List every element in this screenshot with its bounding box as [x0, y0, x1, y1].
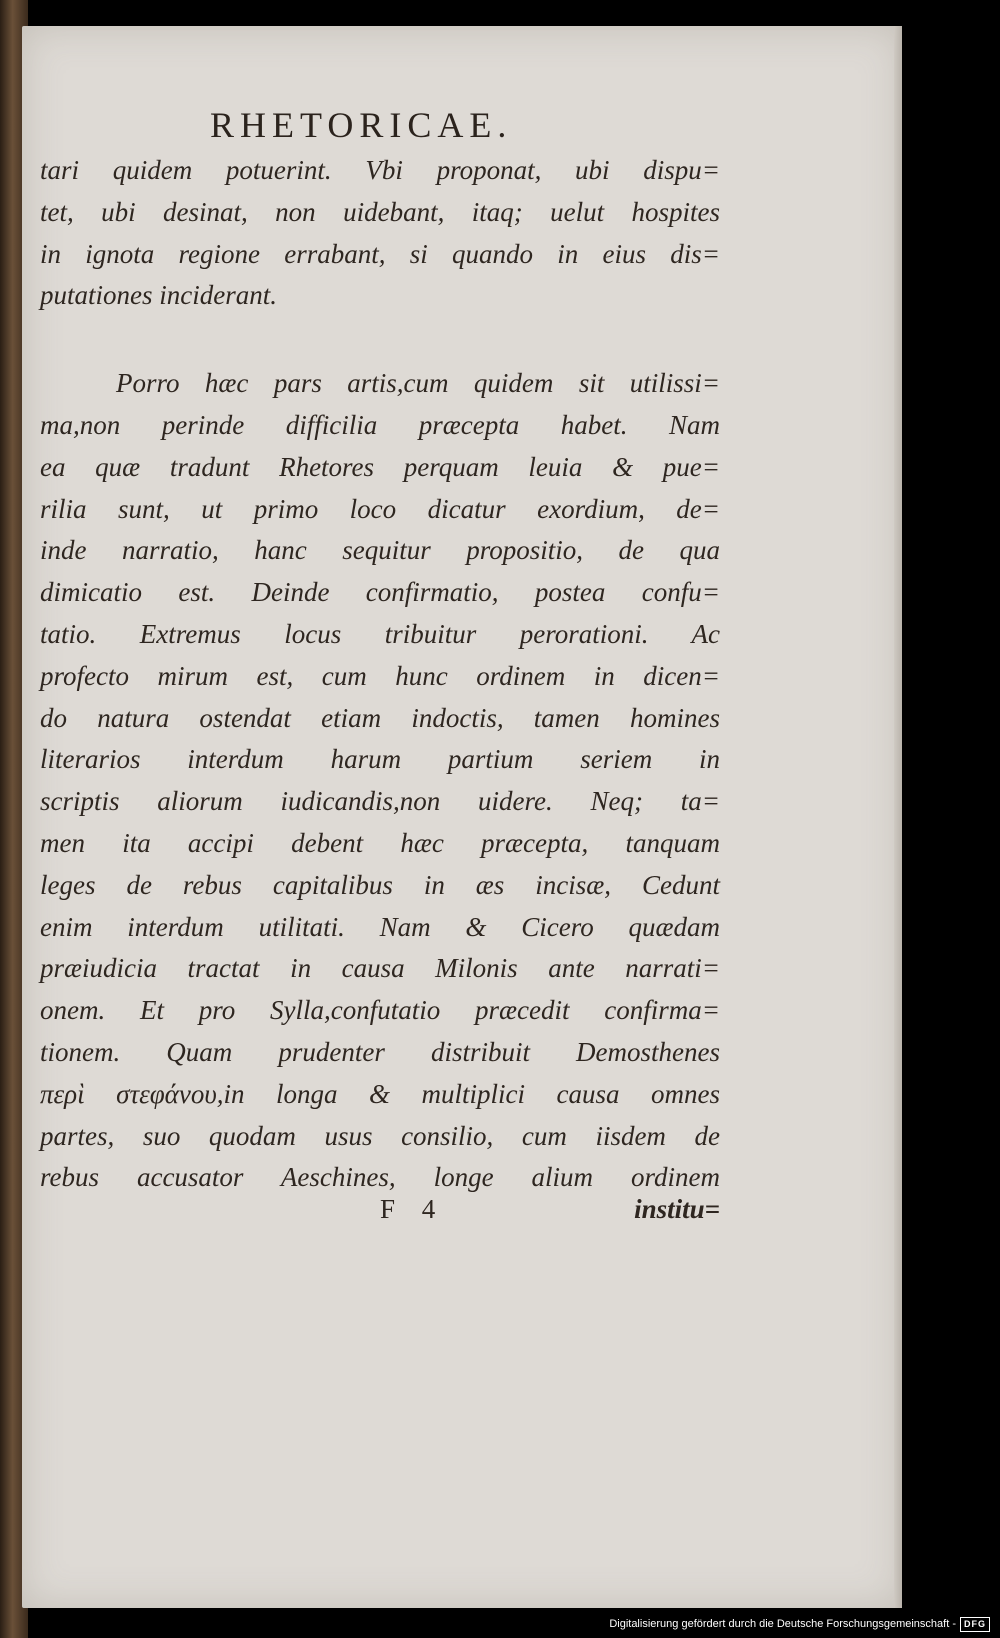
running-title: RHETORICAE.: [210, 105, 513, 145]
page-edge: [894, 26, 902, 1608]
text-line: putationes inciderant.: [40, 280, 277, 311]
text-line: Porro hæc pars artis,cum quidem sit utilissi=: [116, 368, 720, 399]
text-line: præiudicia tractat in causa Milonis ante narrati=: [40, 953, 720, 984]
text-line: tari quidem potuerint. Vbi proponat, ubi dispu=: [40, 155, 720, 185]
text-line: men ita accipi debent hæc præcepta, tanquam: [40, 827, 720, 858]
text-line: onem. Et pro Sylla,confutatio præcedit confirma=: [40, 995, 720, 1026]
text-line: dimicatio est. Deinde confirmatio, postea confu=: [40, 577, 720, 608]
text-line: tionem. Quam prudenter distribuit Demosthenes: [40, 1036, 720, 1067]
page-footer: [40, 1194, 720, 1236]
body-text: [40, 150, 720, 1199]
text-line: profecto mirum est, cum hunc ordinem in dicen=: [40, 660, 720, 691]
paragraph-gap: [40, 317, 720, 363]
text-line: inde narratio, hanc sequitur propositio, de qua: [40, 535, 720, 566]
catchword: institu=: [634, 1194, 720, 1224]
text-line: rebus accusator Aeschines, longe alium ordinem: [40, 1162, 720, 1193]
dfg-logo: DFG: [960, 1617, 990, 1632]
text-line: scriptis aliorum iudicandis,non uidere. Neq; ta=: [40, 786, 720, 817]
credit-text: Digitalisierung gefördert durch die Deutsche Forschungsgemeinschaft -: [609, 1618, 956, 1630]
text-line: in ignota regione errabant, si quando in eius dis=: [40, 238, 720, 269]
digitization-credit: [609, 1614, 990, 1634]
text-line: tatio. Extremus locus tribuitur perorationi. Ac: [40, 618, 720, 649]
signature-mark: F 4: [380, 1194, 446, 1224]
text-line: ma,non perinde difficilia præcepta habet. Nam: [40, 409, 720, 440]
text-line: tet, ubi desinat, non uidebant, itaq; uelut hospites: [40, 196, 720, 227]
text-line: περὶ στεφάνου,in longa & multiplici causa omnes: [40, 1078, 720, 1109]
text-line: partes, suo quodam usus consilio, cum iisdem de: [40, 1120, 720, 1151]
text-line: ea quæ tradunt Rhetores perquam leuia & pue=: [40, 451, 720, 482]
text-line: enim interdum utilitati. Nam & Cicero quædam: [40, 911, 720, 942]
text-line: rilia sunt, ut primo loco dicatur exordium, de=: [40, 493, 720, 524]
text-line: leges de rebus capitalibus in æs incisæ, Cedunt: [40, 869, 720, 900]
text-line: do natura ostendat etiam indoctis, tamen homines: [40, 702, 720, 733]
text-line: literarios interdum harum partium seriem in: [40, 744, 720, 775]
